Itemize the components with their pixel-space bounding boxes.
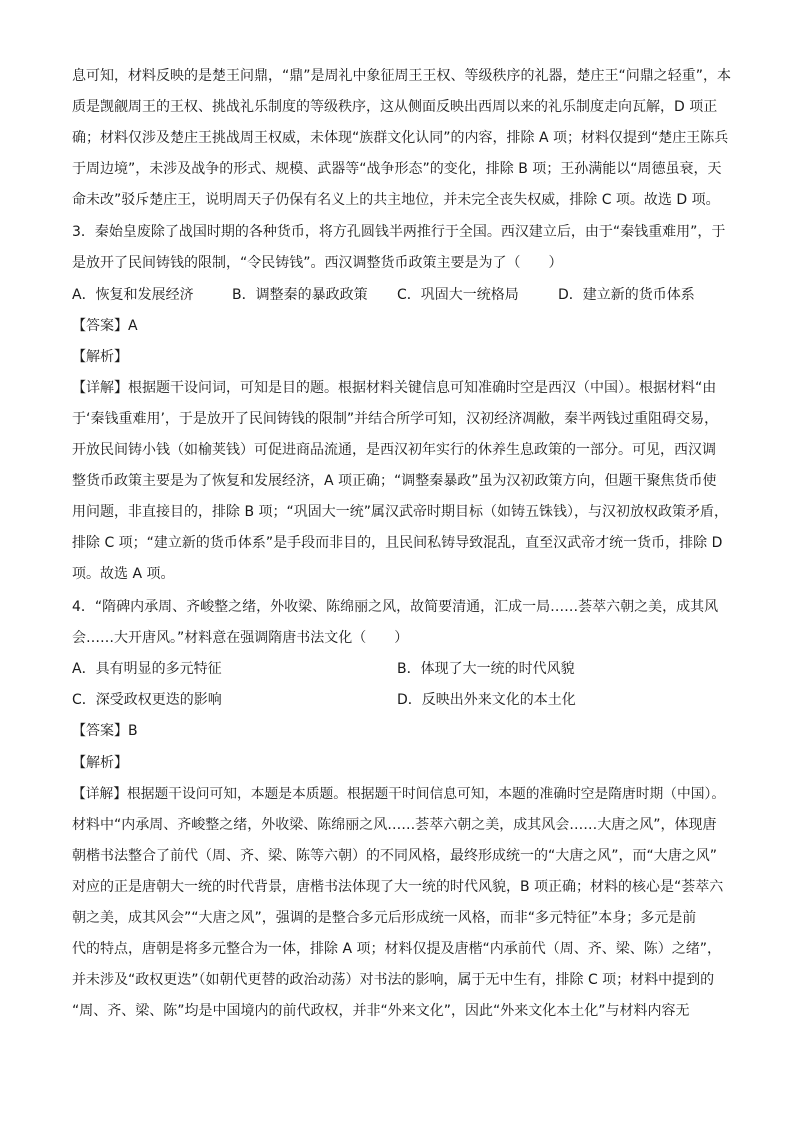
q3-option-b: B．调整秦的暴政政策 bbox=[232, 287, 368, 303]
q3-detail-line: 项。故选 A 项。 bbox=[72, 566, 175, 582]
q4-detail-line: 对应的正是唐朝大一统的时代背景，唐楷书法体现了大一统的时代风貌，B 项正确；材料的核心是“荟萃六 bbox=[72, 879, 724, 895]
q3-detail-line: 整货币政策主要是为了恢复和发展经济，A 项正确；“调整秦暴政”虽为汉初政策方向，但题干聚焦货币使 bbox=[72, 473, 717, 489]
q3-answer: 【答案】A bbox=[72, 318, 138, 334]
q4-stem-line: 会……大开唐风。”材料意在强调隋唐书法文化（ ） bbox=[72, 630, 409, 646]
q2-analysis-line: 质是觊觎周王的王权、挑战礼乐制度的等级秩序，这从侧面反映出西周以来的礼乐制度走向瓦解，D 项正 bbox=[72, 99, 718, 115]
q2-analysis-line: 命未改”驳斥楚庄王，说明周天子仍保有名义上的共主地位，并未完全丧失权威，排除 C 项。故选 D 项。 bbox=[72, 192, 720, 208]
q4-detail-line: 代的特点，唐朝是将多元整合为一体，排除 A 项；材料仅提及唐楷“内承前代（周、齐、梁、陈）之绪”， bbox=[72, 941, 721, 957]
q4-detail-line: 朝楷书法整合了前代（周、齐、梁、陈等六朝）的不同风格，最终形成统一的“大唐之风”，而“大唐之风” bbox=[72, 848, 718, 864]
q4-option-a: A．具有明显的多元特征 bbox=[72, 661, 222, 677]
q3-detail-line: 开放民间铸小钱（如榆荚钱）可促进商品流通，是西汉初年实行的休养生息政策的一部分。可见，西汉调 bbox=[72, 442, 716, 458]
q4-option-b: B．体现了大一统的时代风貌 bbox=[397, 661, 575, 677]
q3-option-d: D．建立新的货币体系 bbox=[558, 287, 695, 303]
q4-answer: 【答案】B bbox=[72, 723, 138, 739]
q4-detail-line: 材料中“内承周、齐峻整之绪，外收梁、陈绵丽之风……荟萃六朝之美，成其风会……大唐之风”，体现唐 bbox=[72, 817, 717, 833]
q4-detail-line: 【详解】根据题干设问可知，本题是本质题。根据题干时间信息可知，本题的准确时空是隋唐时期（中国）。 bbox=[72, 786, 726, 802]
q4-detail-line: 并未涉及“政权更迭”（如朝代更替的政治动荡）对书法的影响，属于无中生有，排除 C 项；材料中提到的 bbox=[72, 972, 715, 988]
q2-analysis-line: 确；材料仅涉及楚庄王挑战周王权威，未体现“族群文化认同”的内容，排除 A 项；材料仅提到“楚庄王陈兵 bbox=[72, 130, 729, 146]
q4-analysis-label: 【解析】 bbox=[72, 755, 128, 771]
q3-stem-line: 3．秦始皇废除了战国时期的各种货币，将方孔圆钱半两推行于全国。西汉建立后，由于“秦钱重难用”，于 bbox=[72, 224, 726, 240]
q4-option-c: C．深受政权更迭的影响 bbox=[72, 692, 222, 708]
q3-stem-line: 是放开了民间铸钱的限制，“令民铸钱”。西汉调整货币政策主要是为了（ ） bbox=[72, 255, 563, 271]
q4-stem-line: 4．“隋碑内承周、齐峻整之绪，外收梁、陈绵丽之风，故简要清通，汇成一局……荟萃六朝之美，成其风 bbox=[72, 599, 719, 615]
q2-analysis-line: 于周边境”，未涉及战争的形式、规模、武器等“战争形态”的变化，排除 B 项；王孙满能以“周德虽衰，天 bbox=[72, 161, 722, 177]
q3-detail-line: 【详解】根据题干设问词，可知是目的题。根据材料关键信息可知准确时空是西汉（中国）。根据材料“由 bbox=[72, 380, 717, 396]
q2-analysis-line: 息可知，材料反映的是楚王问鼎，“鼎”是周礼中象征周王王权、等级秩序的礼器，楚庄王“问鼎之轻重”，本 bbox=[72, 68, 732, 84]
q4-detail-line: 朝之美，成其风会”“大唐之风”，强调的是整合多元后形成统一风格，而非“多元特征”本身；多元是前 bbox=[72, 910, 697, 926]
q3-detail-line: 于‘秦钱重难用’，于是放开了民间铸钱的限制”并结合所学可知，汉初经济凋敝，秦半两钱过重阻碍交易， bbox=[72, 411, 719, 427]
q3-option-c: C．巩固大一统格局 bbox=[397, 287, 519, 303]
q4-detail-line: “周、齐、梁、陈”均是中国境内的前代政权，并非“外来文化”，因此“外来文化本土化”与材料内容无 bbox=[72, 1003, 690, 1019]
q3-detail-line: 排除 C 项；“建立新的货币体系”是手段而非目的，且民间私铸导致混乱，直至汉武帝才统一货币，排除 D bbox=[72, 535, 723, 551]
q3-analysis-label: 【解析】 bbox=[72, 349, 128, 365]
q3-option-a: A．恢复和发展经济 bbox=[72, 287, 194, 303]
q3-detail-line: 用问题，非直接目的，排除 B 项；“巩固大一统”属汉武帝时期目标（如铸五铢钱），与汉初放权政策矛盾， bbox=[72, 504, 729, 520]
q4-option-d: D．反映出外来文化的本土化 bbox=[397, 692, 576, 708]
